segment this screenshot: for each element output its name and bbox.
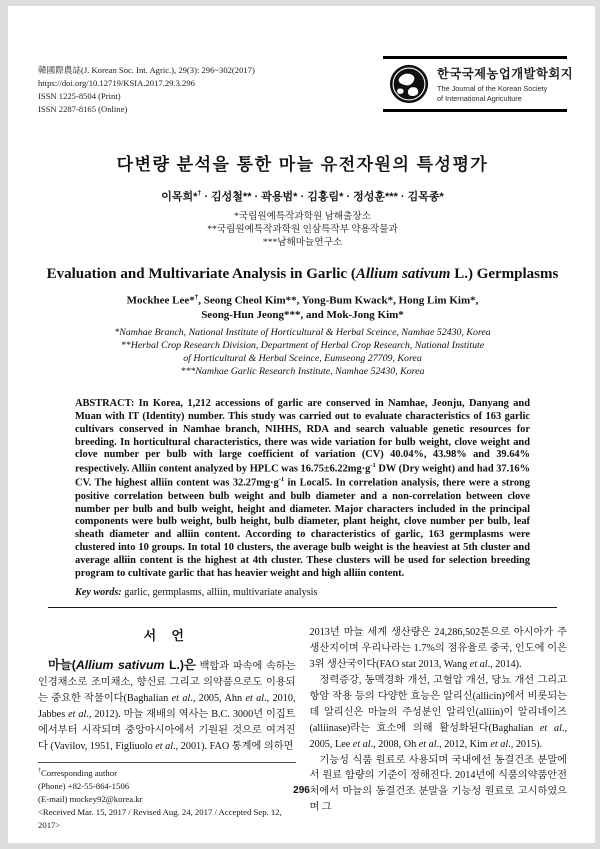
section-heading-intro: 서 언 <box>143 628 190 644</box>
journal-logo-box <box>383 56 574 112</box>
journal-logo-text <box>437 64 573 104</box>
intro-paragraph <box>38 656 296 755</box>
corresponding-author-note: †Corresponding author <box>38 768 118 778</box>
body-paragraph-production: 2013년 마늘 세계 생산량은 24,286,502톤으로 아시아가 주 생산지이며 우리나라는 1.7%의 점유율로 중국, 인도에 이은 3위 생산국이다(FAO stat 2013, Wang et al., 2014). <box>309 627 567 671</box>
english-affiliation-3: of Horticultural & Herbal Sceince, Eumseong 27709, Korea <box>183 353 422 365</box>
abstract: ABSTRACT: In Korea, 1,212 accessions of garlic are conserved in Namhae, Jeonju, Danyang and Muan with IT (Identity) number. This study was carried out to evaluate characteristics of 163 garlic cultivars conserved in Namhae branch, NIHHS, RDA and search valuable genetic resources for breeding. In horticultural characteristics, there was wide variation for bulb weight, clove weight and clove number per bulb with large coefficient of variation (CV) 40.04%, 43.98% and 39.64% respectively. Alliin content analyzed by HPLC was $16.75\pm 6.22mg\cdot g^{-1}$ DW (Dry weight) and had 37.16% CV. The highest alliin content was $32.27mg\cdot g^{-1}$ in Local5. In correlation analysis, there were a strong positive correlation between bulb weight and bulb diameter and a non-correlation between clove number per bulb and bulb weight, height and diameter. Major characters included in the principal components were bulb weight, bulb height, bulb diameter, plant height, clove number per bulb, leaf sheath diameter and alliin content. According to characteristics of garlic, 163 germplasms were clustered into 10 groups. In total 10 clusters, the average bulb weight is the heaviest at 5th cluster and average alliin content is the highest at 4th cluster. These clusters will be used for selection breeding program to cultivate garlic that has heavier weight and high alliin content. <box>75 398 530 579</box>
body-paragraph-allicin: 정력증강, 동맥경화 개선, 고혈압 개선, 당뇨 개선 그리고 항암 작용 등의 다양한 효능은 알리신(allicin)에서 비롯되는데 알리신은 마늘의 주성분인 알리인(alliin)이 알리네이즈 (alliinase)라는 효소에 의해 활성화된다(Baghalian et al., 2005, Lee et al., 2008, Oh et al., 2012, Kim et al., 2015). <box>309 675 567 750</box>
journal-citation: 韓國際農誌(J. Korean Soc. Int. Agric.), 29(3): 296~302(2017) <box>38 65 255 75</box>
doi-link: https://doi.org/10.12719/KSIA.2017.29.3.296 <box>38 78 195 88</box>
intro-lead: 마늘(Allium sativum L.)은 <box>48 658 196 673</box>
paper-page <box>8 6 595 843</box>
citation-block <box>38 56 255 116</box>
english-affiliations <box>38 326 567 378</box>
korean-authors: 이목희*† · 김성철** · 곽용범* · 김홍림* · 정성훈*** · 김목종* <box>161 190 444 203</box>
journal-english-name: The Journal of the Korean Society of International Agriculture <box>437 84 548 103</box>
masthead <box>38 56 574 116</box>
korean-affiliation-1: *국립원예특작과학원 남해출장소 <box>234 211 371 222</box>
globe-icon <box>389 64 429 104</box>
footnote-block <box>38 762 296 832</box>
received-revised-accepted-dates: <Received Mar. 15, 2017 / Revised Aug. 24, 2017 / Accepted Sep. 12, 2017> <box>38 807 282 831</box>
journal-korean-name: 한국국제농업개발학회지 <box>437 67 574 82</box>
keywords-list: garlic, germplasms, alliin, multivariate analysis <box>121 587 318 599</box>
english-authors: Mockhee Lee*†, Seong Cheol Kim**, Yong-Bum Kwack*, Hong Lim Kim*, Seong-Hun Jeong***, and Mok-Jong Kim* <box>126 292 479 321</box>
english-affiliation-1: *Namhae Branch, National Institute of Horticultural & Herbal Sceince, Namhae 52430, Korea <box>114 326 491 338</box>
keywords-line <box>75 587 530 598</box>
body-columns <box>38 625 567 832</box>
abstract-divider <box>48 607 557 608</box>
korean-affiliation-2: **국립원예특작과학원 인삼특작부 약용작물과 <box>207 224 398 236</box>
right-column <box>310 625 568 832</box>
page-number: 296 <box>293 785 310 796</box>
issn-online: ISSN 2287-8165 (Online) <box>38 104 128 114</box>
intro-text: 백합과 파속에 속하는 인경채소로 조미채소, 향신료 그리고 의약품으로도 이용되는 중요한 작물이다(Baghalian et al., 2005, Ahn et al., 2010, Jabbes et al., 2012). 마늘 재배의 역사는 B.C. 3000년 이집트에서부터 시작되며 중앙아시아에서 기원된 것으로 여겨진다 (Vavilov, 1951, Figliuolo et al., 2001). FAO 통계에 의하면 <box>38 661 296 753</box>
korean-affiliation-3: ***남해마늘연구소 <box>262 237 343 249</box>
corresponding-phone: (Phone) +82-55-864-1506 <box>38 781 130 792</box>
english-title: Evaluation and Multivariate Analysis in Garlic (Allium sativum L.) Germplasms <box>46 265 559 282</box>
korean-affiliations <box>38 210 567 250</box>
keywords-label: Key words: <box>75 587 122 599</box>
issn-print: ISSN 1225-8504 (Print) <box>38 91 121 101</box>
left-column <box>38 625 296 832</box>
english-affiliation-2: **Herbal Crop Research Division, Department of Herbal Crop Research, National Institute <box>120 340 485 352</box>
corresponding-email: (E-mail) mockey92@korea.kr <box>38 794 143 805</box>
korean-title: 다변량 분석을 통한 마늘 유전자원의 특성평가 <box>116 155 489 174</box>
english-affiliation-4: ***Namhae Garlic Research Institute, Namhae 52430, Korea <box>180 366 425 378</box>
body-paragraph-functional-food: 기능성 식품 원료로 사용되며 국내에선 동결건조 분말에서 원료 함량의 기준이 정해진다. 2014년에 식품의약품안전처에서 마늘의 동결건조 분말을 기능성 원료로 고시하였으며 그 <box>309 754 567 814</box>
